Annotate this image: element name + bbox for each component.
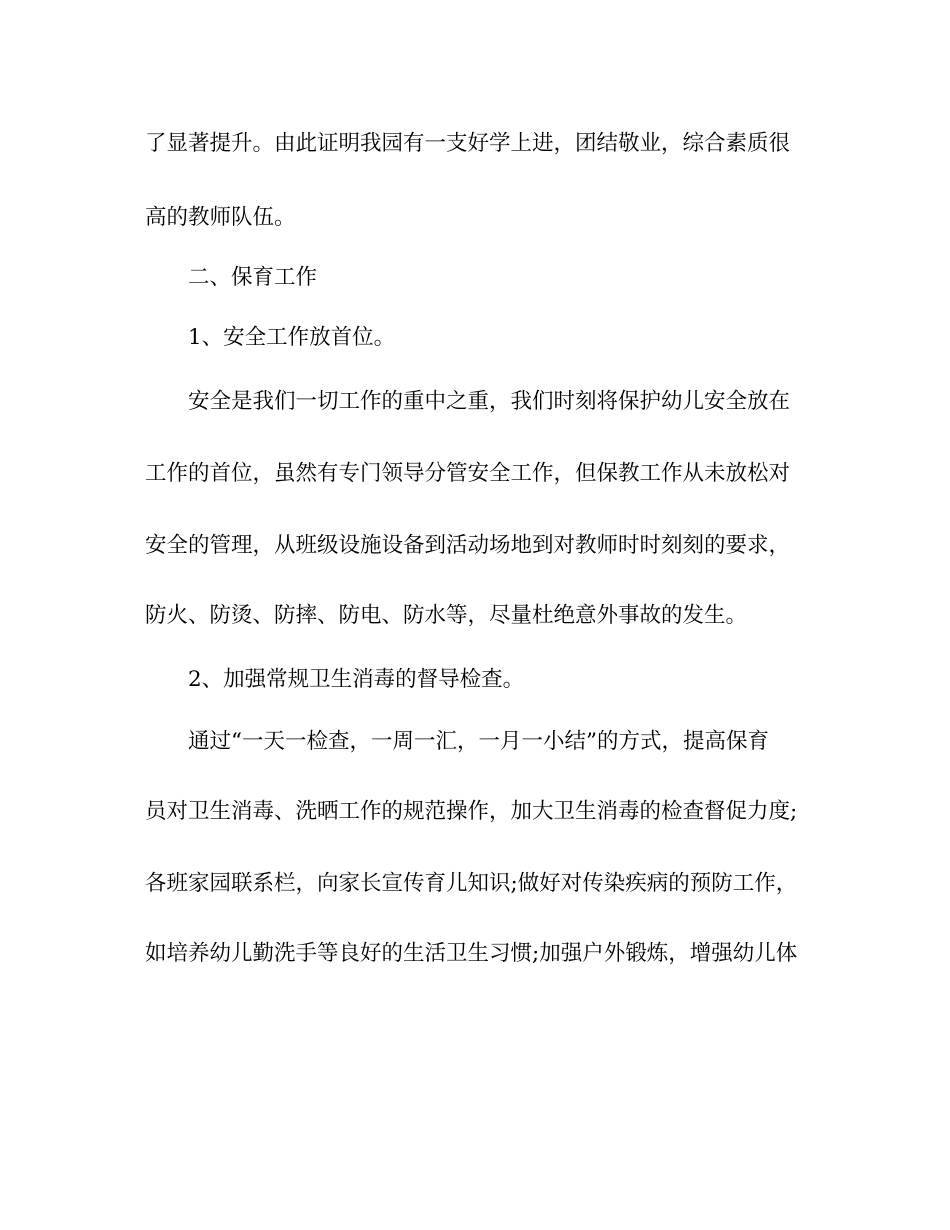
subsection-heading: 2、加强常规卫生消毒的督导检查。 (188, 667, 525, 692)
paragraph-line: 如培养幼儿勤洗手等良好的生活卫生习惯;加强户外锻炼，增强幼儿体 (145, 941, 798, 966)
paragraph-line: 通过“一天一检查，一周一汇，一月一小结”的方式，提高保育 (188, 729, 769, 754)
paragraph-line: 了显著提升。由此证明我园有一支好学上进，团结敬业，综合素质很 (145, 131, 791, 156)
paragraph-line: 工作的首位，虽然有专门领导分管安全工作，但保教工作从未放松对 (145, 461, 791, 486)
paragraph-line: 防火、防烫、防摔、防电、防水等，尽量杜绝意外事故的发生。 (145, 603, 748, 628)
paragraph-line: 安全是我们一切工作的重中之重，我们时刻将保护幼儿安全放在 (188, 389, 791, 414)
paragraph-line: 安全的管理，从班级设施设备到活动场地到对教师时时刻刻的要求， (145, 533, 791, 558)
paragraph-line: 员对卫生消毒、洗晒工作的规范操作，加大卫生消毒的检查督促力度; (145, 799, 798, 824)
paragraph-line: 高的教师队伍。 (145, 205, 296, 230)
subsection-heading: 1、安全工作放首位。 (188, 325, 396, 350)
section-heading: 二、保育工作 (188, 265, 318, 290)
paragraph-line: 各班家园联系栏，向家长宣传育儿知识;做好对传染疾病的预防工作， (145, 871, 798, 896)
